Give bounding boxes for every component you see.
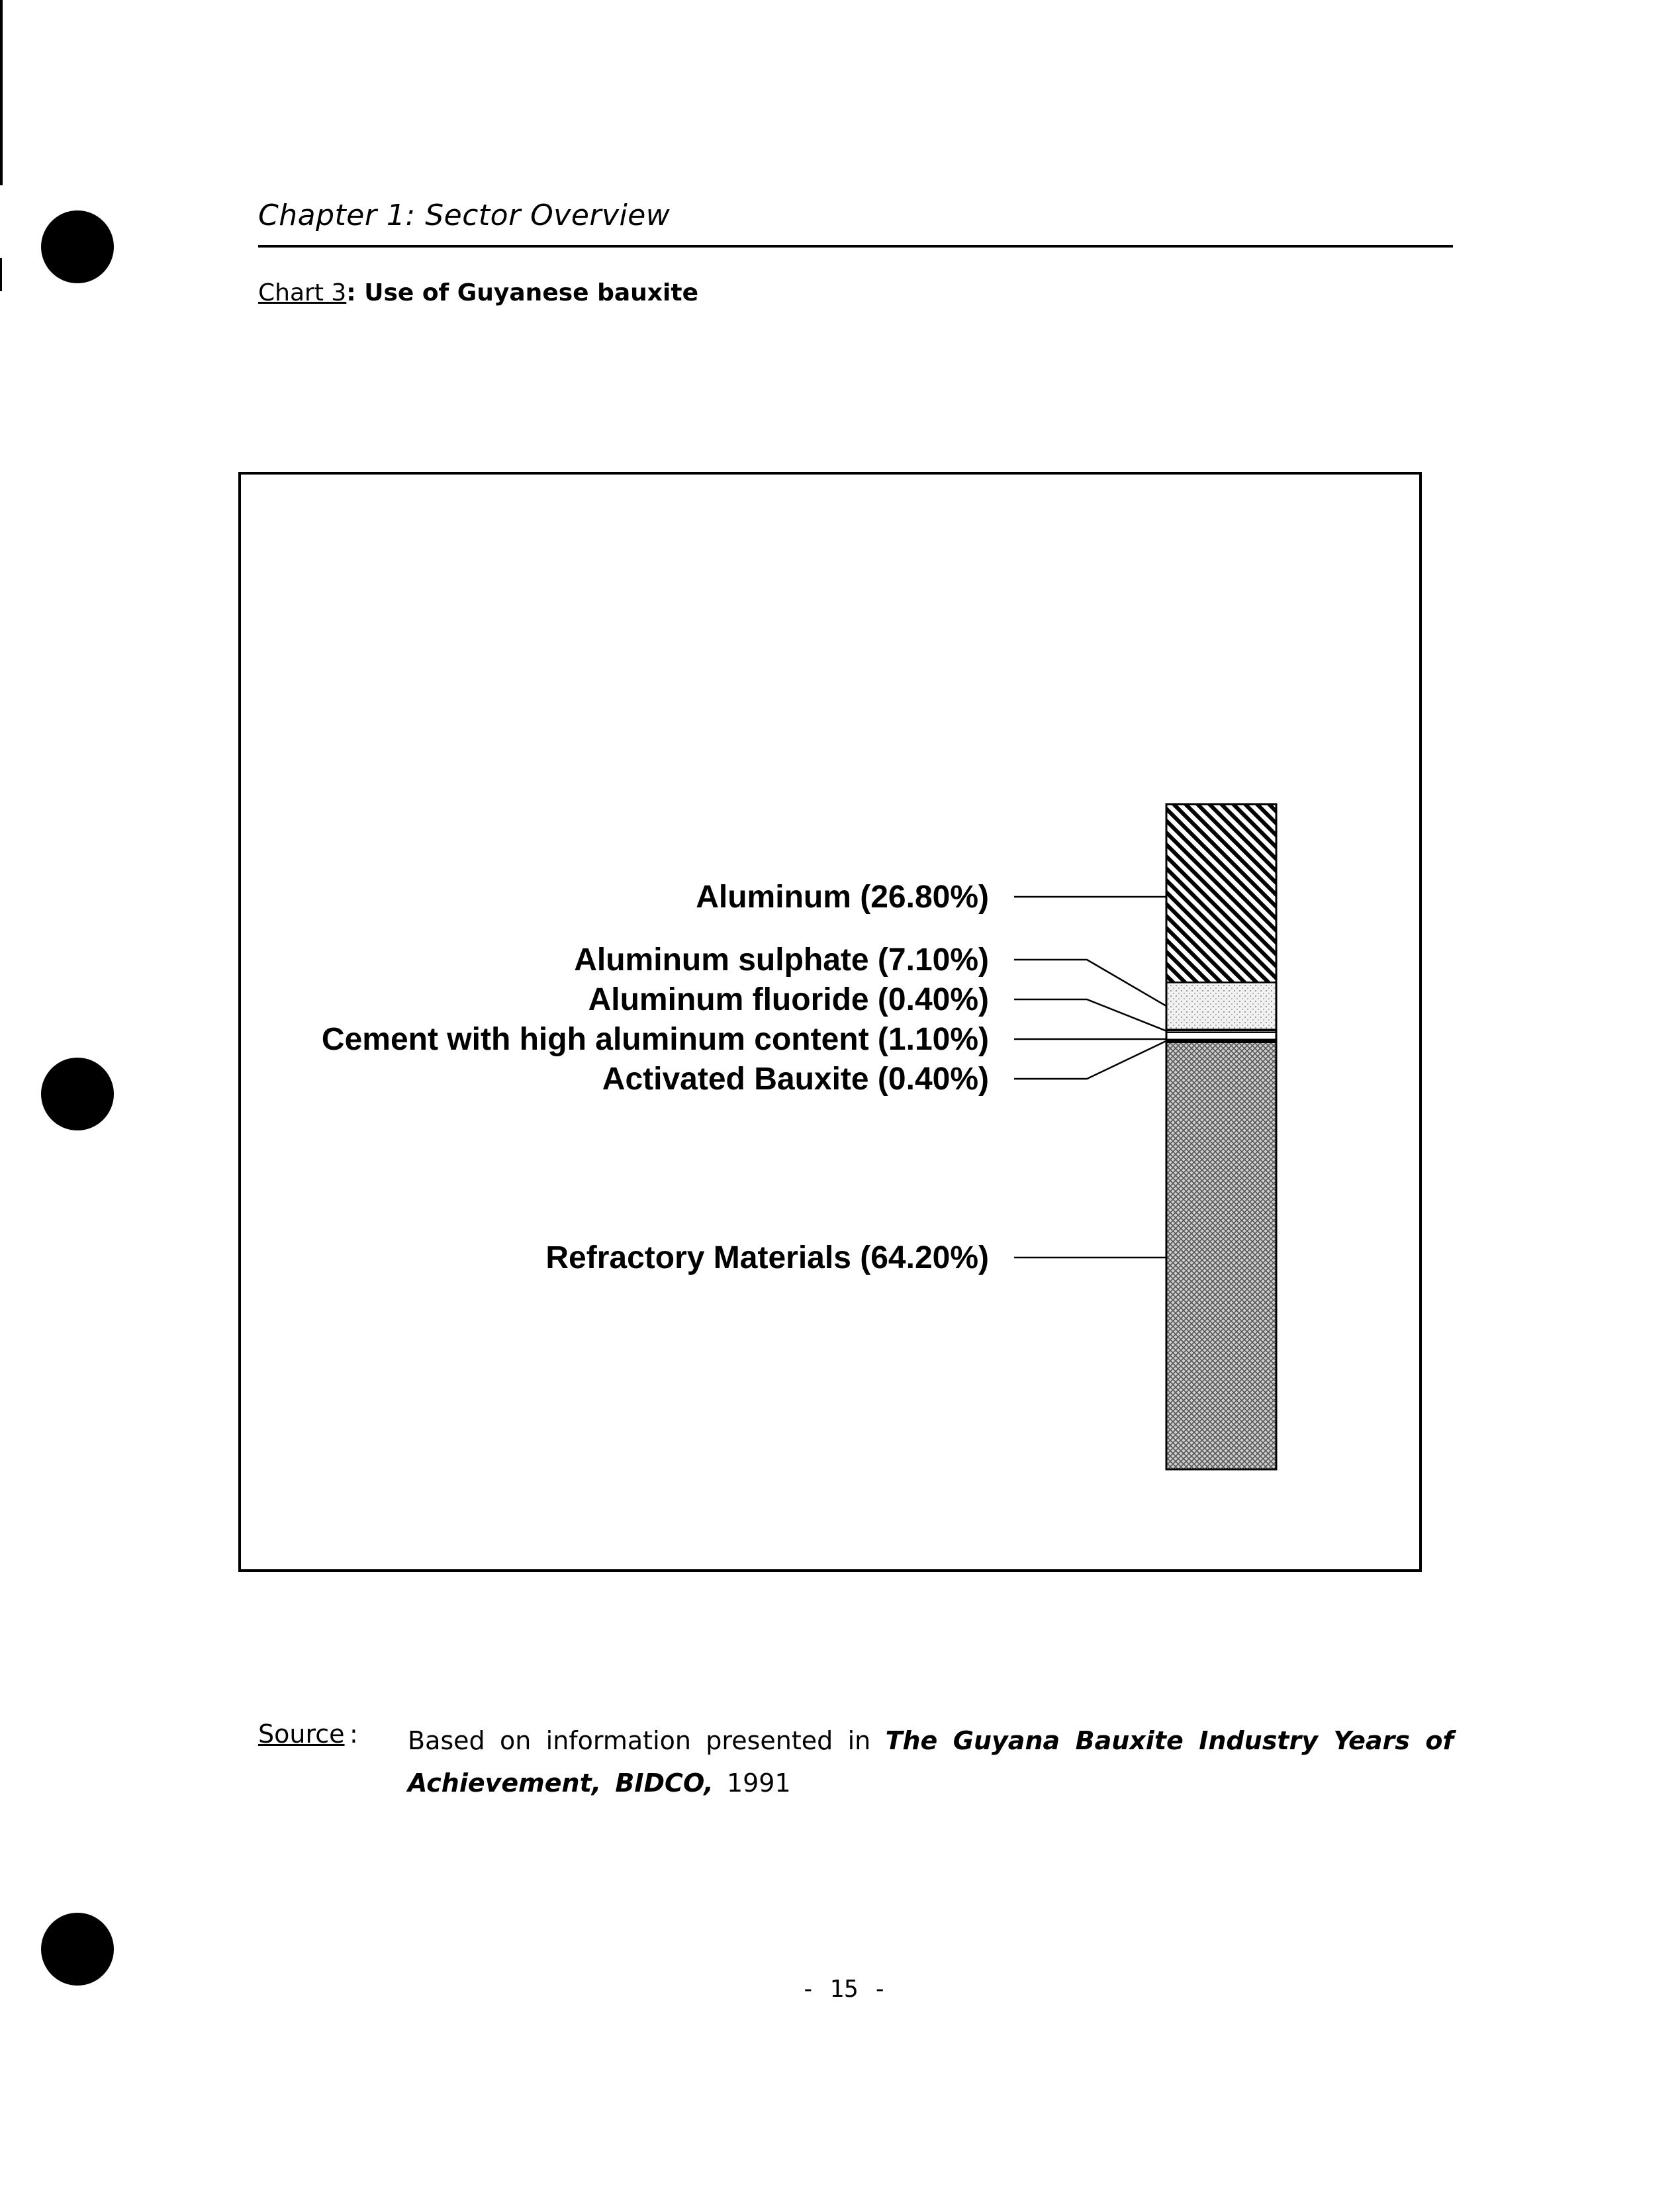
source-publication-title: The Guyana Bauxite Industry Years of Achievement, BIDCO, — [408, 1726, 1454, 1798]
chart-number: Chart 3 — [258, 279, 347, 306]
leader-lines — [1014, 893, 1166, 1258]
segment-labels — [322, 880, 989, 1275]
bar-segment-refractory-materials — [1166, 1042, 1276, 1469]
leader-line-activated-bauxite — [1014, 1041, 1166, 1079]
segment-label-aluminum-fluoride: Aluminum fluoride (0.40%) — [588, 982, 989, 1017]
segment-label-activated-bauxite: Activated Bauxite (0.40%) — [602, 1062, 989, 1097]
segment-label-cement-with-high-aluminum-content: Cement with high aluminum content (1.10%) — [321, 1022, 989, 1057]
leader-line-cement-with-high-aluminum-content — [1014, 1036, 1166, 1039]
leader-line-aluminum — [1014, 893, 1166, 897]
chapter-title: Chapter 1: Sector Overview — [258, 199, 671, 232]
bar-segment-aluminum — [1166, 804, 1276, 982]
source-year: 1991 — [713, 1768, 791, 1798]
bar-segments — [1166, 804, 1276, 1469]
bar-segment-aluminum-sulphate — [1166, 982, 1276, 1029]
source-text-plain: Based on information presented in — [408, 1726, 886, 1755]
leader-line-aluminum-fluoride — [1014, 999, 1166, 1031]
bar-segment-cement-with-high-aluminum-content — [1166, 1032, 1276, 1040]
chart-title: : Use of Guyanese bauxite — [346, 279, 698, 306]
source-citation — [408, 1719, 1454, 1804]
segment-label-refractory-materials: Refractory Materials (64.20%) — [545, 1240, 989, 1275]
source-key: Source — [258, 1719, 345, 1749]
segment-label-aluminum: Aluminum (26.80%) — [696, 880, 989, 915]
page-number: - 15 - — [801, 1976, 888, 2003]
segment-label-aluminum-sulphate: Aluminum sulphate (7.10%) — [574, 942, 989, 978]
leader-line-refractory-materials — [1014, 1256, 1166, 1258]
source-key-colon: : — [350, 1719, 358, 1749]
